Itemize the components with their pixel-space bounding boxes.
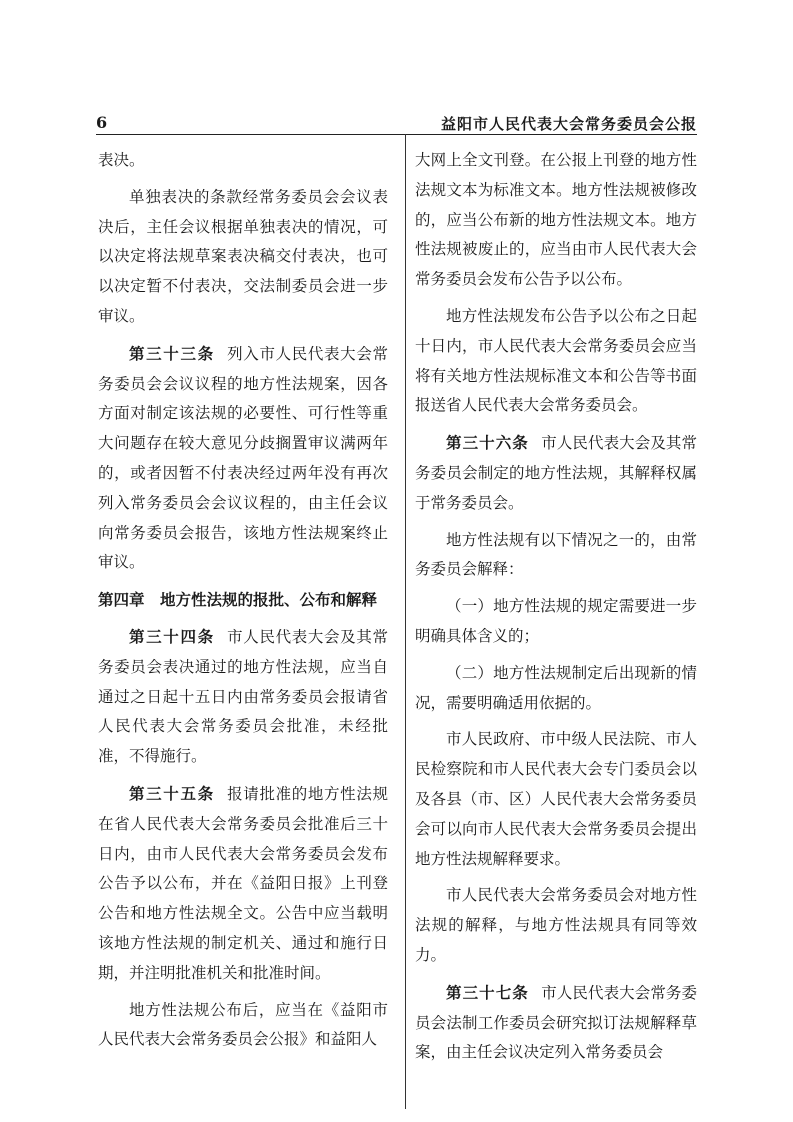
paragraph-text: 市人民代表大会常务委员会对地方性法规的解释，与地方性法规具有同等效力。 bbox=[415, 886, 697, 964]
article-paragraph bbox=[415, 978, 697, 1068]
paragraph-text: （二）地方性法规制定后出现新的情况，需要明确适用依据的。 bbox=[415, 663, 697, 712]
chapter-heading bbox=[98, 585, 388, 615]
article-number: 第三十七条 bbox=[446, 982, 529, 1002]
body-paragraph bbox=[415, 526, 697, 586]
body-paragraph bbox=[98, 146, 388, 176]
paragraph-text: 地方性法规发布公告予以公布之日起十日内，市人民代表大会常务委员会应当将有关地方性法规标准文本和公告等书面报送省人民代表大会常务委员会。 bbox=[415, 306, 697, 415]
paragraph-text: （一）地方性法规的规定需要进一步明确具体含义的； bbox=[415, 597, 697, 645]
body-paragraph bbox=[415, 659, 697, 719]
body-paragraph bbox=[415, 302, 697, 421]
paragraph-text: 市人民代表大会及其常务委员会表决通过的地方性法规，应当自通过之日起十五日内由常务委员会报请省人民代表大会常务委员会批准，未经批准，不得施行。 bbox=[98, 627, 388, 766]
article-paragraph bbox=[98, 779, 388, 989]
body-paragraph bbox=[415, 146, 697, 295]
body-paragraph bbox=[415, 881, 697, 970]
paragraph-text: 市人民政府、市中级人民法院、市人民检察院和市人民代表大会专门委员会以及各县（市、区）人民代表大会常务委员会可以向市人民代表大会常务委员会提出地方性法规解释要求。 bbox=[415, 730, 697, 868]
paragraph-text: 市人民代表大会及其常务委员会制定的地方性法规，其解释权属于常务委员会。 bbox=[415, 434, 697, 512]
header-rule bbox=[96, 134, 697, 135]
paragraph-text: 地方性法规公布后，应当在《益阳市人民代表大会常务委员会公报》和益阳人 bbox=[98, 1000, 388, 1049]
left-column bbox=[98, 146, 388, 1062]
right-column bbox=[415, 146, 697, 1075]
article-number: 第三十五条 bbox=[129, 783, 215, 803]
paragraph-text: 地方性法规有以下情况之一的，由常务委员会解释： bbox=[415, 530, 697, 579]
page-header bbox=[96, 111, 697, 133]
journal-title: 益阳市人民代表大会常务委员会公报 bbox=[440, 115, 697, 133]
article-number: 第三十四条 bbox=[129, 626, 215, 646]
article-paragraph bbox=[415, 428, 697, 518]
paragraph-text: 市人民代表大会常务委员会法制工作委员会研究拟订法规解释草案，由主任会议决定列入常务委员会 bbox=[415, 983, 697, 1062]
paragraph-text: 报请批准的地方性法规在省人民代表大会常务委员会批准后三十日内，由市人民代表大会常务委员会发布公告予以公布，并在《益阳日报》上刊登公告和地方性法规全文。公告中应当载明该地方性法规的制定机关、通过和施行日期，并注明批准机关和批准时间。 bbox=[98, 784, 388, 982]
column-divider bbox=[405, 134, 406, 1109]
article-paragraph bbox=[98, 622, 388, 772]
paragraph-text: 列入市人民代表大会常务委员会会议议程的地方性法规案，因各方面对制定该法规的必要性、可行性等重大问题存在较大意见分歧搁置审议满两年的，或者因暂不付表决经过两年没有再次列入常务委员会会议议程的，由主任会议向常务委员会报告，该地方性法规案终止审议。 bbox=[98, 344, 388, 572]
paragraph-text: 表决。 bbox=[98, 151, 145, 169]
article-paragraph bbox=[98, 339, 388, 578]
paragraph-text: 第四章 地方性法规的报批、公布和解释 bbox=[98, 590, 378, 610]
paragraph-text: 单独表决的条款经常务委员会会议表决后，主任会议根据单独表决的情况，可以决定将法规草案表决稿交付表决，也可以决定暂不付表决，交法制委员会进一步审议。 bbox=[98, 187, 388, 325]
article-number: 第三十六条 bbox=[446, 433, 529, 453]
body-paragraph bbox=[415, 725, 697, 874]
body-paragraph bbox=[98, 183, 388, 332]
body-paragraph bbox=[98, 996, 388, 1056]
page-number: 6 bbox=[96, 113, 108, 132]
body-paragraph bbox=[415, 592, 697, 652]
paragraph-text: 大网上全文刊登。在公报上刊登的地方性法规文本为标准文本。地方性法规被修改的，应当公布新的地方性法规文本。地方性法规被废止的，应当由市人民代表大会常务委员会发布公告予以公布。 bbox=[415, 151, 697, 289]
article-number: 第三十三条 bbox=[129, 343, 215, 363]
